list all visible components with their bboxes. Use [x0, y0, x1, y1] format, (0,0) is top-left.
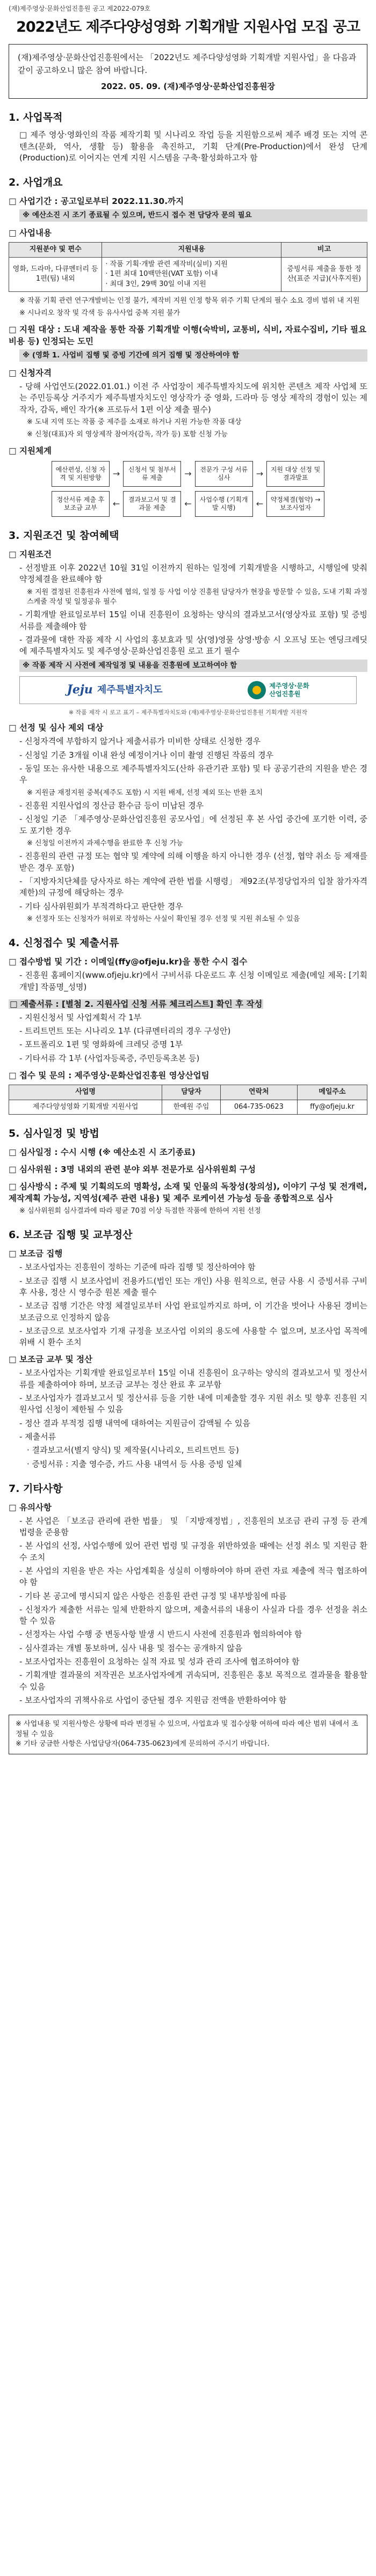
- contact-table-header: 메일주소: [297, 1085, 367, 1100]
- settlement-item: - 보조사업자가 결과보고서 및 정산서류 등을 기한 내에 미제출할 경우 지원 취소 및 향후 진흥원 지원사업 신청이 제한될 수 있음: [19, 1393, 367, 1415]
- intro-date: 2022. 05. 09. (재)제주영상·문화산업진흥원장: [100, 82, 276, 92]
- process-step: 사업수행 (기획개발 시행): [195, 491, 253, 517]
- notice-item: - 선정자는 사업 수행 중 변동사항 발생 시 반드시 사전에 진흥원과 협의하여야 함: [19, 1629, 302, 1640]
- exclusion-title: □ 선정 및 심사 제외 대상: [9, 723, 104, 733]
- agency-logo-text: 제주영상·문화 산업진흥원: [269, 682, 309, 698]
- condition-item: - 기획개발 완료일로부터 15일 이내 진흥원이 요청하는 양식의 결과보고서(영상자료 포함) 및 증빙서류를 제출해야 함: [19, 610, 367, 631]
- project-period-note: ※ 예산소진 시 조기 종료될 수 있으며, 반드시 접수 전 담당자 문의 필요: [19, 209, 367, 222]
- table-cell: 064-735-0623: [220, 1100, 297, 1114]
- process-step: 전문가 구성 서류심사: [195, 461, 253, 487]
- arrow-left-icon: ←: [184, 498, 192, 509]
- notice-item: - 심사결과는 개별 통보하며, 심사 내용 및 점수는 공개하지 않음: [19, 1643, 243, 1653]
- contact-table-header: 담당자: [162, 1085, 221, 1100]
- logo-row: [19, 676, 357, 704]
- contact-title: □ 접수 및 문의 : 제주영상·문화산업진흥원 영상산업팀: [9, 1071, 209, 1081]
- document-item: - 기타서류 각 1부 (사업자등록증, 주민등록초본 등): [19, 1053, 200, 1063]
- notice-item: - 본 사업은 「보조금 관리에 관한 법률」 및 「지방재정법」, 진흥원의 보조금 관리 규정 등 관계 법령을 준용함: [19, 1516, 367, 1538]
- support-table-header: 비고: [281, 243, 367, 257]
- notice-item: - 기타 본 공고에 명시되지 않은 사항은 진흥원 관련 규정 및 내부방침에 따름: [19, 1591, 287, 1601]
- eligibility-title: □ 신청자격: [9, 368, 52, 378]
- section-title-other: 7. 기타사항: [9, 1482, 63, 1495]
- notice-item: - 기획개발 결과물의 저작권은 보조사업자에게 귀속되며, 진흥원은 홍보 목적으로 결과물을 활용할 수 있음: [19, 1670, 367, 1692]
- evidence-item: · 결과보고서(별지 양식) 및 제작물(시나리오, 트리트먼트 등): [27, 1445, 239, 1455]
- table-cell: 증빙서류 제출을 통한 정산(표준 지급)(사후지원): [281, 257, 367, 291]
- agency-logo-icon: [248, 681, 266, 699]
- section-title-application: 4. 신청접수 및 제출서류: [9, 937, 119, 949]
- condition-item: - 선정발표 이후 2022년 10월 31일 이전까지 원하는 일정에 기획개발을 시행하고, 시행일에 맞춰 약정체결을 완료해야 함: [19, 562, 367, 584]
- document-item: - 포트폴리오 1편 및 영화화에 크레딧 증명 1부: [19, 1040, 183, 1050]
- eligibility-note: ※ 신청(대표)자 외 영상제작 참여자(감독, 작가 등) 포함 신청 가능: [27, 430, 228, 438]
- exclusion-item: - 기타 심사위원회가 부적격하다고 판단한 경우: [19, 901, 183, 911]
- exclusion-item: - 진흥원 지원사업의 정산금 환수금 등이 미납된 경우: [19, 801, 204, 811]
- condition-item: ※ 지원 결정된 진흥원과 사전에 협의, 일정 등 사업 이상 진흥원 담당자가 현장을 방문할 수 있음, 도내 기획 과정 스케줄 작성 및 일정공유 필수: [27, 588, 367, 606]
- document-item: - 트리트먼트 또는 시나리오 1부 (다큐멘터리의 경우 구성안): [19, 1026, 231, 1036]
- process-step: 정산서류 제출 후 보조금 교부: [52, 491, 110, 517]
- table-note: ※ 시나리오 창작 및 각색 등 유사사업 중복 지원 불가: [19, 309, 180, 317]
- review-method: □ 심사방식 : 주제 및 기획의도의 명확성, 소재 및 인물의 독창성(창의성), 이야기 구성 및 전개력, 제작계획 가능성, 지역성(제주 관련 내용) 및 제주 로케이션 가능성 등을 종합적으로 심사: [9, 1181, 367, 1203]
- arrow-right-icon: →: [256, 468, 264, 479]
- execution-item: - 보조금 집행 기간은 약정 체결일로부터 사업 완료일까지로 하며, 이 기간을 벗어나 사용된 경비는 보조금으로 인정하지 않음: [19, 1301, 367, 1322]
- documents-title: [9, 998, 367, 1010]
- jeju-logo-mark: Jeju: [67, 683, 93, 697]
- process-step: 지원 대상 선정 및 결과발표: [266, 461, 324, 487]
- eligibility-note: ※ 도내 지역 또는 작품 중 제주를 소재로 하거나 지원 가능한 작품 대상: [27, 418, 242, 427]
- section-title-review: 5. 심사일정 및 방법: [9, 1127, 99, 1139]
- process-step: 신청서 및 첨부서류 제출: [123, 461, 181, 487]
- exclusion-item: - 신청자격에 부합하지 않거나 제출서류가 미비한 상태로 신청한 경우: [19, 736, 261, 747]
- process-step: 결과보고서 및 결과물 제출: [123, 491, 181, 517]
- notice-item: - 본 사업의 지원을 받은 자는 사업계획을 성실히 이행하여야 하며 관련 자료 제출에 적극 협조하여야 함: [19, 1565, 367, 1587]
- exclusion-item: - 진흥원의 관련 규정 또는 협약 및 계약에 의해 이행을 하지 아니한 경우 (선정, 협약 취소 등 제재를 받은 경우 포함): [19, 851, 367, 873]
- arrow-left-icon: ←: [112, 498, 120, 509]
- process-step: 예산편성, 신청 자격 및 지원방향: [52, 461, 110, 487]
- table-cell: · 작품 기획·개발 관련 제작비(실비) 지원 · 1편 최대 10백만원(VAT 포함) 이내 · 최대 3인, 29백 30일 이내 지원: [102, 257, 281, 291]
- exclusion-note: ※ 선정자 또는 신청자가 허위로 작성하는 사실이 확인될 경우 선정 및 지원 취소될 수 있음: [27, 914, 300, 923]
- process-title: □ 지원체계: [9, 445, 52, 456]
- target-note: ※ (영화 1. 사업비 집행 및 증빙 기간에 의거 집행 및 정산하여야 함: [19, 349, 367, 362]
- section-title-purpose: 1. 사업목적: [9, 112, 63, 124]
- arrow-left-icon: ←: [256, 498, 264, 509]
- contact-table-header: 사업명: [9, 1085, 162, 1100]
- section-title-conditions: 3. 지원조건 및 참여혜택: [9, 529, 119, 541]
- execution-item: - 보조금으로 보조사업자 기재 규정을 보조사업 이외의 용도에 사용할 수 없으며, 보조사업 목적에 위배 시 환수 조치: [19, 1326, 367, 1348]
- condition-item: - 결과물에 대한 작품 제작 시 사업의 홍보효과 및 상(영)영물 상영·방송 시 오프닝 또는 엔딩크레딧에 제주특별자치도 및 제주영상·문화산업진흥원 로고 표기 필수: [19, 635, 367, 656]
- section-title-overview: 2. 사업개요: [9, 177, 63, 189]
- review-schedule: □ 심사일정 : 수시 시행 (※ 예산소진 시 조기종료): [9, 1147, 196, 1157]
- evidence-item: · 증빙서류 : 지출 영수증, 카드 사용 내역서 등 사용 증빙 일체: [27, 1459, 242, 1469]
- application-period-note: - 진흥원 홈페이지(www.ofjeju.kr)에서 구비서류 다운로드 후 신청 이메일로 제출(메일 제목: [기획개발] 작품명_성명): [19, 970, 367, 992]
- review-committee: □ 심사위원 : 3명 내외의 관련 분야 외부 전문가로 심사위원회 구성: [9, 1164, 256, 1174]
- documents-title-text: □ 제출서류 : [별첨 2. 지원사업 신청 서류 체크리스트] 확인 후 작성: [10, 999, 263, 1009]
- footer-note: ※ 사업내용 및 지원사항은 상황에 따라 변경될 수 있으며, 사업효과 및 접수상황 여하에 따라 예산 범위 내에서 조정될 수 있음: [16, 1720, 358, 1738]
- document-number: (재)제주영상·문화산업진흥원 공고 제2022-079호: [9, 5, 151, 12]
- eligibility-text: - 당해 사업연도(2022.01.01.) 이전 주 사업장이 제주특별자치도에 위치한 콘텐츠 제작 사업체 또는 주민등록상 거주지가 제주특별자치도인 영상작가 중 영화, 드라마 등 영상 제작의 경험이 있는 제작자, 감독, 배인 작가(※ 프로듀서 1편 이상 제출 필수): [19, 382, 367, 414]
- intro-box: [9, 44, 367, 99]
- exclusion-item: - 동일 또는 유사한 내용으로 제주특별자치도(산하 유관기관 포함) 및 타 공공기관의 지원을 받은 경우: [19, 764, 367, 785]
- table-cell: 제주다양성영화 기획개발 지원사업: [9, 1100, 162, 1114]
- logo-note: ※ 작품 제작 시 로고 표기 – 제주특별자치도와 (재)제주영상·문화산업진흥원 기획개발 지원작: [68, 708, 308, 716]
- arrow-right-icon: →: [112, 468, 120, 479]
- notice-item: - 신청자가 제출한 서류는 일체 반환하지 않으며, 제출서류의 내용이 사실과 다를 경우 선정을 취소할 수 있음: [19, 1604, 367, 1626]
- arrow-right-icon: →: [184, 468, 192, 479]
- execution-item: - 보조금 집행 시 보조사업비 전용카드(법인 또는 개인) 사용 원칙으로, 현금 사용 시 증빙서류 구비 후 사용, 정산 시 영수증 원본 제출 필수: [19, 1276, 367, 1297]
- settlement-item: - 보조사업자는 기획개발 완료일로부터 15일 이내 진흥원이 요구하는 양식의 결과보고서 및 정산서류를 제출하여야 하며, 보조금 교부는 정산 완료 후 교부함: [19, 1368, 367, 1389]
- support-table: [9, 242, 367, 292]
- footer-notice-box: [9, 1715, 367, 1754]
- notice-item: - 본 사업의 선정, 사업수행에 있어 관련 법령 및 규정을 위반하였을 때에는 선정 취소 및 지원금 환수 조치: [19, 1541, 367, 1562]
- application-period: □ 접수방법 및 기간 : 이메일(ffy@ofjeju.kr)을 통한 수시 접수: [9, 957, 248, 967]
- agency-logo: [248, 681, 309, 699]
- contact-table: [9, 1085, 367, 1115]
- section-title-settlement: 6. 보조금 집행 및 교부정산: [9, 1229, 133, 1241]
- table-note: ※ 작품 기획 관련 연구개발비는 인정 불가, 제작비 지원 인정 항목 위주 기획 단계의 필수 소요 경비 범위 내 지원: [19, 297, 360, 305]
- table-cell: 한예원 주임: [162, 1100, 221, 1114]
- review-method-note: ※ 심사위원회 심사결과에 따라 평균 70점 이상 득점한 작품에 한하여 지원 선정: [19, 1206, 261, 1215]
- execution-item: - 보조사업자는 진흥원이 정하는 기준에 따라 집행 및 정산하여야 함: [19, 1262, 256, 1272]
- evidence-title: - 제출서류: [19, 1431, 56, 1441]
- notice-item: - 보조사업자의 귀책사유로 사업이 중단될 경우 지원금 전액을 반환하여야 함: [19, 1695, 287, 1705]
- process-flow-row-2: [9, 491, 367, 517]
- table-cell: 영화, 드라마, 다큐멘터리 등 1편(팀) 내외: [9, 257, 102, 291]
- exclusion-item: - 「지방자치단체를 당사자로 하는 계약에 관한 법률 시행령」 제92조(부정당업자의 입찰 참가자격 제한)의 규정에 해당하는 경우: [19, 876, 367, 898]
- support-table-header: 지원분야 및 편수: [9, 243, 102, 257]
- settlement-item: - 정산 결과 부적정 집행 내역에 대하여는 지원금이 감액될 수 있음: [19, 1418, 250, 1428]
- contact-table-header: 연락처: [220, 1085, 297, 1100]
- contact-email-link[interactable]: ffy@ofjeju.kr: [297, 1100, 367, 1114]
- exclusion-item: ※ 지원금 재정지원 중복(제주도 포함) 시 지원 배제, 선정 제외 또는 반환 조치: [27, 788, 263, 797]
- settlement-title: □ 보조금 교부 및 정산: [9, 1355, 93, 1365]
- project-period: □ 사업기간 : 공고일로부터 2022.11.30.까지: [9, 196, 184, 207]
- table-row: [9, 257, 367, 291]
- purpose-text: □ 제주 영상·영화인의 작품 제작기획 및 시나리오 작업 등을 지원함으로써 제주 배경 또는 지역 콘텐츠(문화, 역사, 생활 등) 활용을 촉진하고, 기획 단계(Pre-Production)에서 완성 단계(Production)로 이어지는 연계 지원 시스템을 구축·활성화하고자 함: [19, 130, 367, 163]
- conditions-title: □ 지원조건: [9, 549, 52, 559]
- jeju-logo: [67, 682, 162, 698]
- condition-highlight: ※ 작품 제작 시 사전에 제작일정 및 내용을 진흥원에 보고하여야 함: [19, 660, 367, 672]
- content-title: □ 사업내용: [9, 228, 52, 238]
- process-flow-row-1: [9, 461, 367, 487]
- jeju-logo-text: 제주특별자치도: [97, 684, 163, 696]
- notice-item: - 보조사업자는 진흥원이 요청하는 실적 자료 및 성과 관리 조사에 협조하여야 함: [19, 1657, 300, 1667]
- execution-title: □ 보조금 집행: [9, 1249, 63, 1259]
- intro-text: (재)제주영상·문화산업진흥원에서는 「2022년도 제주다양성영화 기획개발 지원사업」을 다음과 같이 공고하오니 많은 참여 바랍니다.: [18, 53, 357, 76]
- exclusion-item: - 신청일 기준 「제주영상·문화산업진흥원 공모사업」에 선정된 후 본 사업 중간에 포기한 이력, 중도 포기한 경우: [19, 814, 367, 836]
- footer-note: ※ 기타 궁금한 사항은 사업담당자(064-735-0623)에게 문의하여 주시기 바랍니다.: [16, 1740, 270, 1748]
- exclusion-item: ※ 신청일 이전까지 과제수행을 완료한 후 신청 가능: [27, 839, 183, 847]
- page-title: 2022년도 제주다양성영화 기획개발 지원사업 모집 공고: [16, 19, 360, 35]
- process-step: 약정체결(협약) → 보조사업자: [266, 491, 324, 517]
- exclusion-item: - 신청일 기준 3개월 이내 완성 예정이거나 이미 촬영 진행된 작품의 경우: [19, 750, 274, 760]
- notice-title: □ 유의사항: [9, 1502, 52, 1512]
- support-table-header: 지원내용: [102, 243, 281, 257]
- document-item: - 지원신청서 및 사업계획서 각 1부: [19, 1012, 142, 1022]
- table-row: [9, 1100, 367, 1114]
- target-title: □ 지원 대상 : 도내 제작을 통한 작품 기획개발 이행(숙박비, 교통비, 식비, 자료수집비, 기타 필요비용 등) 인정되는 도민: [9, 325, 367, 347]
